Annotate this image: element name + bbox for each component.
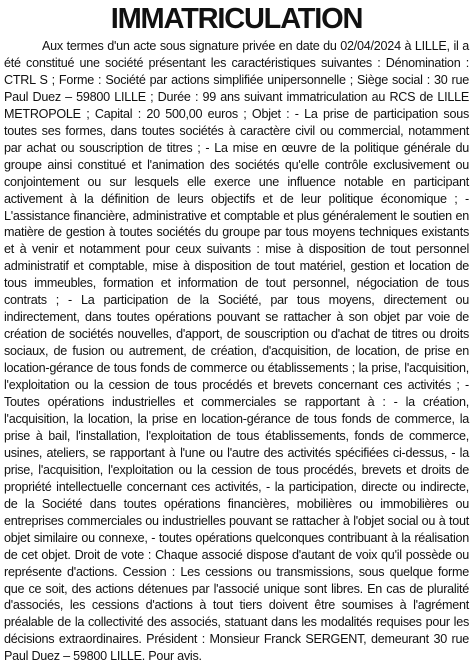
notice-title: IMMATRICULATION [110,3,363,35]
notice-body: Aux termes d'un acte sous signature privée en date du 02/04/2024 à LILLE, il a été constitué une société présentant les caractéristiques suivantes : Dénomination : CTRL S ; Forme : Société par actions simplifiée unipersonnelle ; Siège social : 30 rue Paul Duez – 59800 LILLE ; Durée : 99 ans suivant immatriculation au RCS de LILLE METROPOLE ; Capital : 20 500,00 euros ; Objet : - La prise de participation sous toutes ses formes, dans toutes sociétés à caractère civil ou commercial, notamment par achat ou souscription de titres ; - La mise en œuvre de la politique générale du groupe ainsi constitué et l'animation des sociétés qu'elle contrôle exclusivement ou conjointement ou sur lesquels elle exerce une influence notable en participant activement à la définition de leurs objectifs et de leur politique économique ; - L'assistance financière, administrative et comptable et plus généralement le soutien en matière de gestion à toutes sociétés du groupe par tous moyens techniques existants et à venir et notamment pour ceux suivants : mise à disposition de tout personnel administratif et comptable, mise à disposition de tout matériel, gestion et location de tous immeubles, formation et information de tout personnel, négociation de tous contrats ; - La participation de la Société, par tous moyens, directement ou indirectement, dans toutes opérations pouvant se rattacher à son objet par voie de création de sociétés nouvelles, d'apport, de souscription ou d'achat de titres ou droits sociaux, de fusion ou autrement, de création, d'acquisition, de location, de prise en location-gérance de tous fonds de commerce ou établissements ; la prise, l'acquisition, l'exploitation ou la cession de tous procédés et brevets concernant ces activités ; - Toutes opérations industrielles et commerciales se rapportant à : - la création, l'acquisition, la location, la prise en location-gérance de tous fonds de commerce, la prise à bail, l'installation, l'exploitation de tous établissements, fonds de commerce, usines, ateliers, se rapportant à l'une ou l'autre des activités spécifiées ci-dessus, - la prise, l'acquisition, l'exploitation ou la cession de tous procédés, brevets et droits de propriété intellectuelle concernant ces activités, - la participation, directe ou indirecte, de la Société dans toutes opérations financières, mobilières ou immobilières ou entreprises commerciales ou industrielles pouvant se rattacher à l'objet social ou à tout objet similaire ou connexe, - toutes opérations quelconques contribuant à la réalisation de cet objet. Droit de vote : Chaque associé dispose d'autant de voix qu'il possède ou représente d'actions. Cession : Les cessions ou transmissions, sous quelque forme que ce soit, des actions détenues par l'associé unique sont libres. En cas de pluralité d'associés, les cessions d'actions à tout tiers doivent être soumises à l'agrément préalable de la collectivité des associés, statuant dans les modalités requises pour les décisions extraordinaires. Président : Monsieur Franck SERGENT, demeurant 30 rue Paul Duez – 59800 LILLE. Pour avis. [4,39,469,664]
